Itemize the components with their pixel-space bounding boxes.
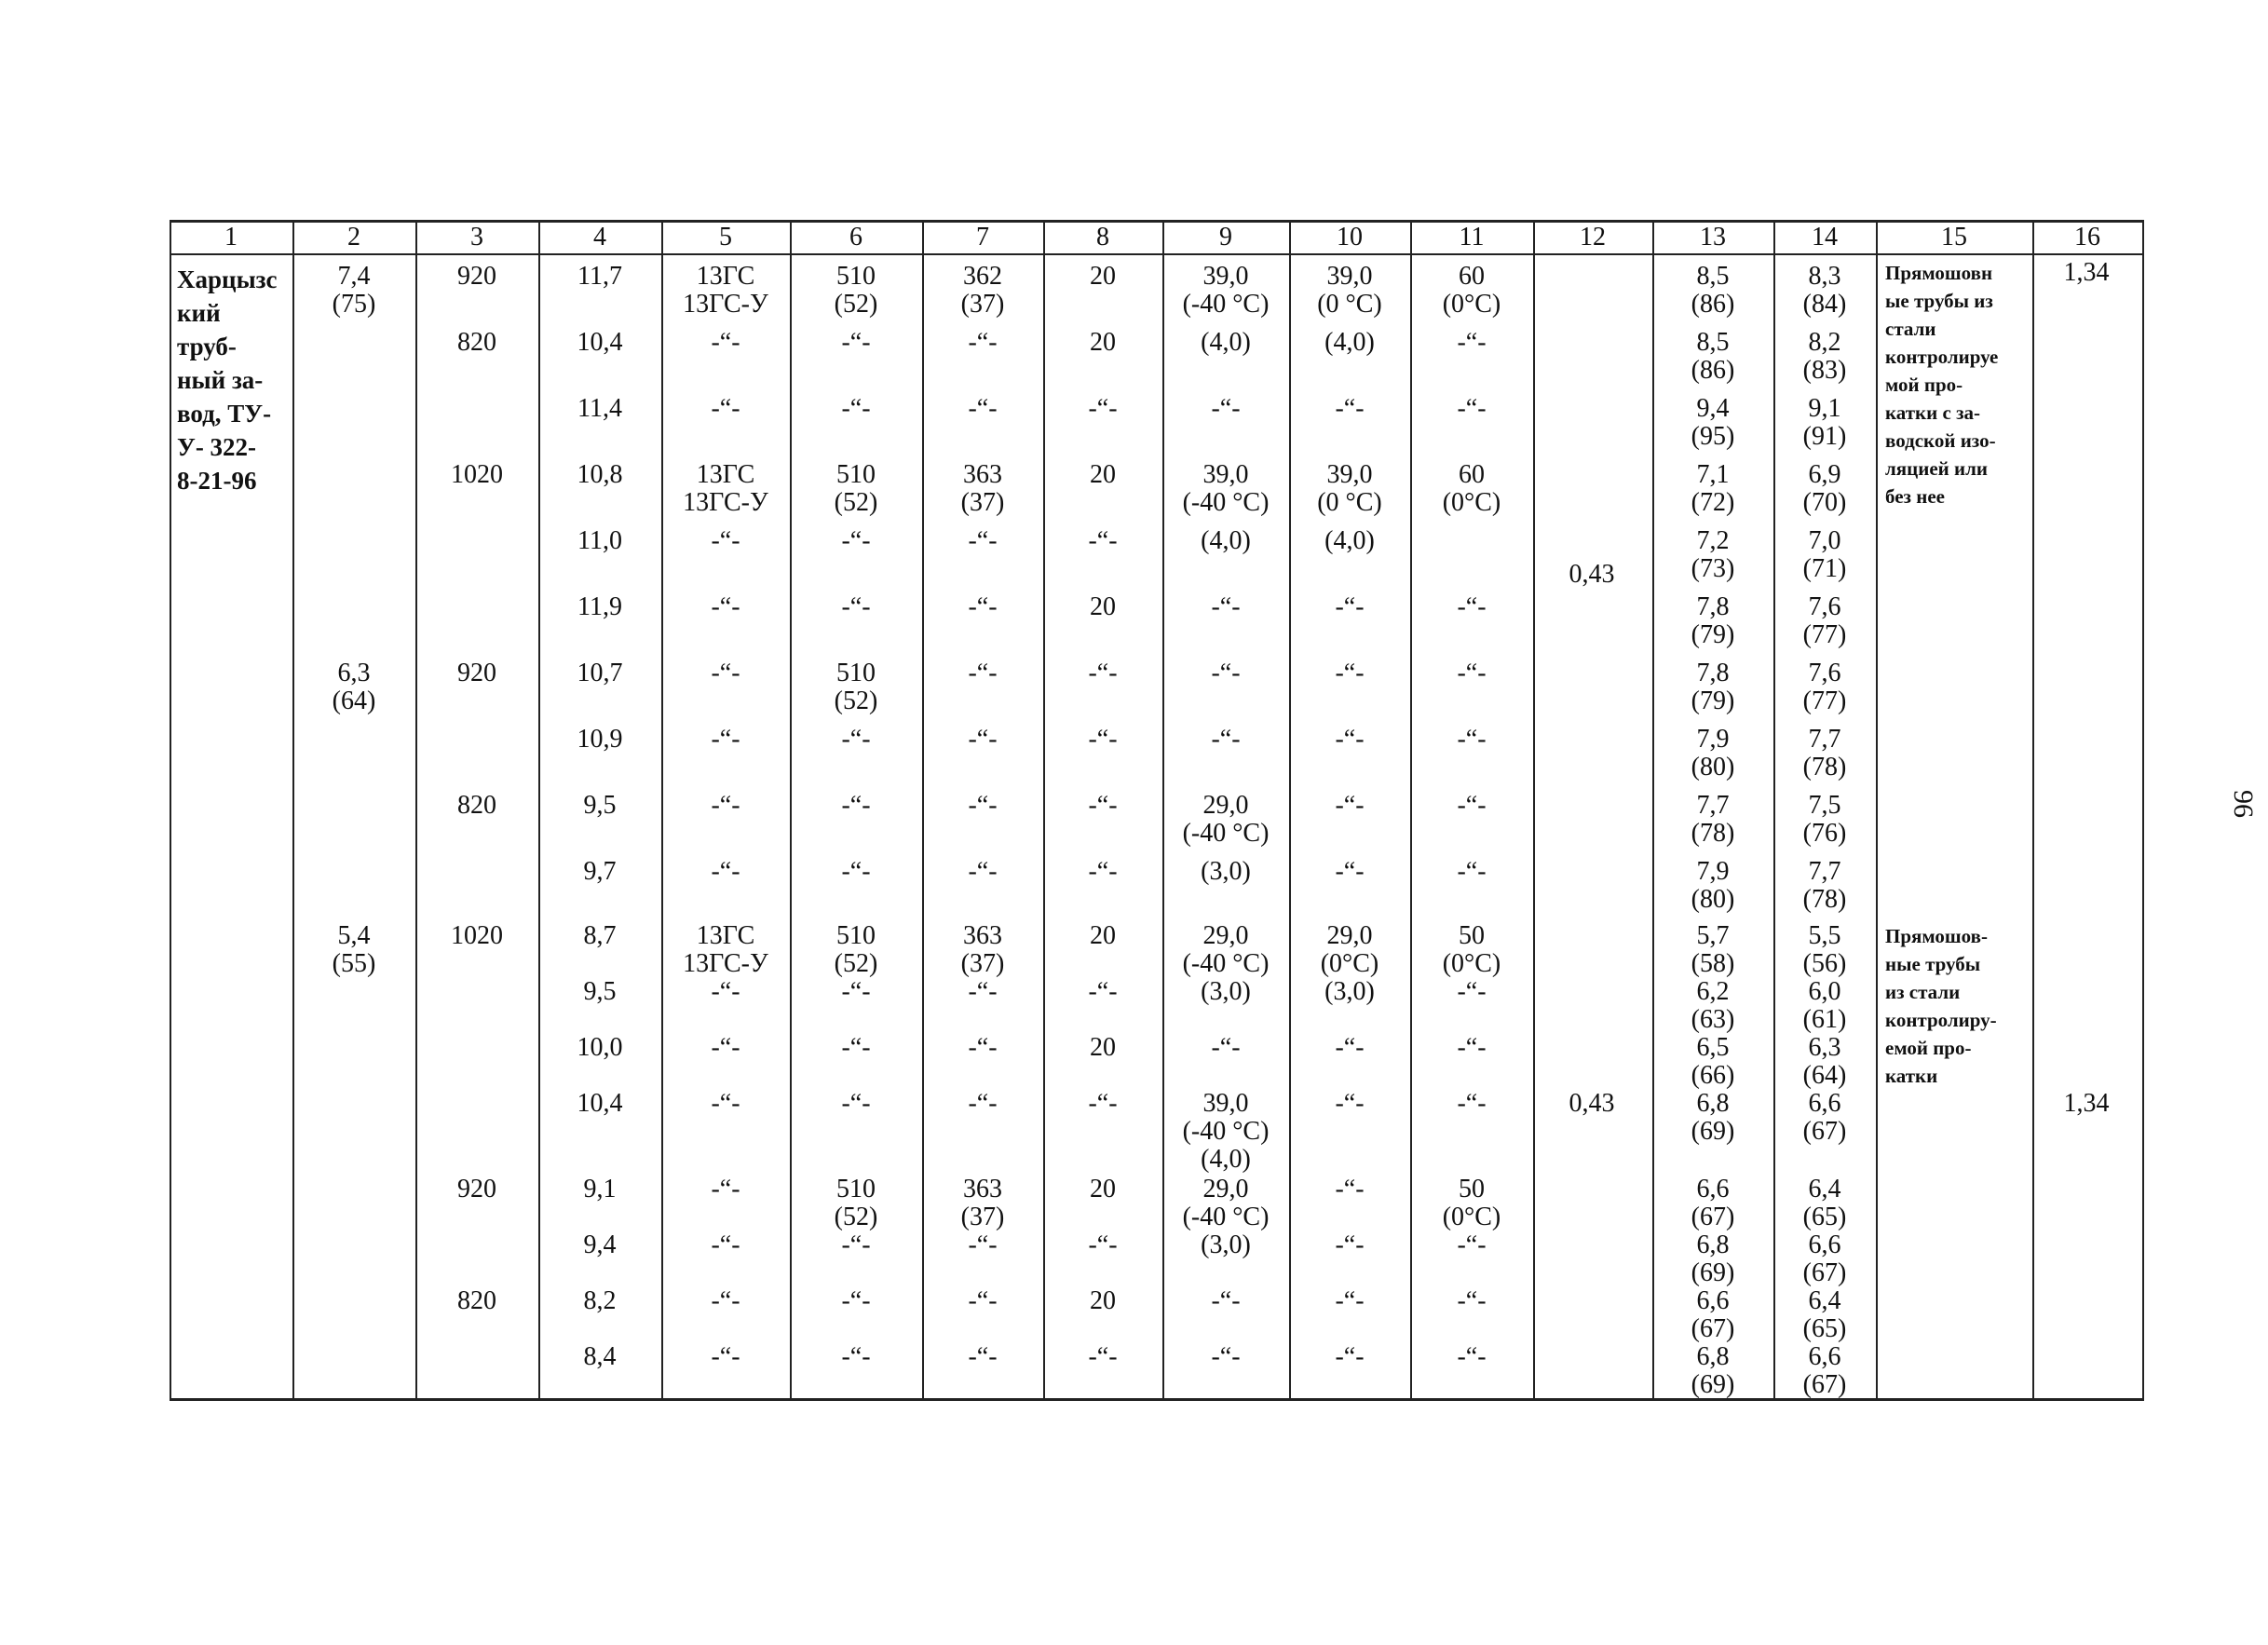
cell-r9-col7: -“-	[968, 791, 998, 820]
cell-r16-col6: -“-	[841, 1230, 871, 1259]
cell-r15-col11: 50 (0°C)	[1442, 1175, 1501, 1231]
cell-r8-col8: -“-	[1088, 725, 1118, 754]
cell-r14-col9: 39,0 (-40 °C) (4,0)	[1182, 1089, 1270, 1174]
column-header-5: 5	[719, 223, 732, 252]
cell-r7-col5: -“-	[711, 659, 740, 687]
cell-r2-col8: 20	[1090, 328, 1116, 357]
column-header-13: 13	[1700, 223, 1726, 252]
cell-r13-col10: -“-	[1335, 1033, 1365, 1062]
cell-r11-col9: 29,0 (-40 °C)	[1182, 921, 1270, 978]
cell-r12-col8: -“-	[1088, 977, 1118, 1006]
cell-r16-col5: -“-	[711, 1230, 740, 1259]
cell-r15-col5: -“-	[711, 1175, 740, 1203]
cell-r1-col3: 920	[457, 262, 496, 291]
cell-r1-col6: 510 (52)	[834, 262, 878, 319]
cell-r1-col10: 39,0 (0 °C)	[1317, 262, 1382, 319]
cell-r16-col8: -“-	[1088, 1230, 1118, 1259]
cell-r4-col4: 10,8	[577, 460, 623, 489]
cell-r7-col8: -“-	[1088, 659, 1118, 687]
cell-r7-col7: -“-	[968, 659, 998, 687]
cell-r2-col3: 820	[457, 328, 496, 357]
cell-r7-col2: 6,3 (64)	[332, 659, 376, 715]
column-header-12: 12	[1580, 223, 1606, 252]
cell-r10-col11: -“-	[1457, 857, 1487, 886]
cell-r7-col10: -“-	[1335, 659, 1365, 687]
cell-r3-col14: 9,1 (91)	[1802, 394, 1847, 451]
cell-r5-col10: (4,0)	[1324, 526, 1375, 555]
cell-r15-col8: 20	[1090, 1175, 1116, 1203]
cell-r6-col9: -“-	[1211, 592, 1241, 621]
cell-r11-col5: 13ГС 13ГС-У	[683, 921, 768, 978]
cell-r1-col7: 362 (37)	[960, 262, 1005, 319]
column-header-8: 8	[1096, 223, 1109, 252]
cell-r12-col10: (3,0)	[1324, 977, 1375, 1006]
cell-r10-col9: (3,0)	[1201, 857, 1251, 886]
cell-r5-col7: -“-	[968, 526, 998, 555]
cell-r9-col9: 29,0 (-40 °C)	[1182, 791, 1270, 848]
cell-r1-col9: 39,0 (-40 °C)	[1182, 262, 1270, 319]
page-number-mark: 96	[2228, 790, 2259, 818]
cell-r13-col14: 6,3 (64)	[1802, 1033, 1847, 1090]
cell-r10-col7: -“-	[968, 857, 998, 886]
cell-r8-col13: 7,9 (80)	[1691, 725, 1735, 782]
cell-r12-col11: -“-	[1457, 977, 1487, 1006]
col16-value-2: 1,34	[2063, 1089, 2110, 1118]
cell-r3-col9: -“-	[1211, 394, 1241, 423]
cell-r4-col7: 363 (37)	[960, 460, 1005, 517]
cell-r1-col4: 11,7	[577, 262, 622, 291]
cell-r14-col6: -“-	[841, 1089, 871, 1118]
cell-r14-col8: -“-	[1088, 1089, 1118, 1118]
column-header-14: 14	[1812, 223, 1838, 252]
cell-r10-col10: -“-	[1335, 857, 1365, 886]
manufacturer-cell: Харцызс кий труб- ный за- вод, ТУ- У- 322- 8-21-96	[177, 265, 278, 495]
cell-r13-col11: -“-	[1457, 1033, 1487, 1062]
cell-r14-col4: 10,4	[577, 1089, 623, 1118]
cell-r6-col8: 20	[1090, 592, 1116, 621]
cell-r17-col4: 8,2	[583, 1286, 617, 1315]
cell-r8-col4: 10,9	[577, 725, 623, 754]
cell-r18-col6: -“-	[841, 1342, 871, 1371]
column-line	[170, 220, 171, 1401]
cell-r2-col4: 10,4	[577, 328, 623, 357]
cell-r6-col10: -“-	[1335, 592, 1365, 621]
cell-r11-col3: 1020	[451, 921, 503, 950]
cell-r9-col10: -“-	[1335, 791, 1365, 820]
cell-r9-col3: 820	[457, 791, 496, 820]
cell-r10-col4: 9,7	[583, 857, 617, 886]
cell-r1-col5: 13ГС 13ГС-У	[683, 262, 768, 319]
cell-r4-col5: 13ГС 13ГС-У	[683, 460, 768, 517]
cell-r10-col6: -“-	[841, 857, 871, 886]
cell-r17-col3: 820	[457, 1286, 496, 1315]
cell-r12-col9: (3,0)	[1201, 977, 1251, 1006]
cell-r8-col10: -“-	[1335, 725, 1365, 754]
cell-r18-col9: -“-	[1211, 1342, 1241, 1371]
cell-r12-col7: -“-	[968, 977, 998, 1006]
cell-r11-col14: 5,5 (56)	[1802, 921, 1847, 978]
cell-r13-col5: -“-	[711, 1033, 740, 1062]
cell-r16-col11: -“-	[1457, 1230, 1487, 1259]
column-header-10: 10	[1337, 223, 1363, 252]
cell-r13-col9: -“-	[1211, 1033, 1241, 1062]
cell-r11-col4: 8,7	[583, 921, 617, 950]
col16-value-1: 1,34	[2063, 258, 2110, 287]
column-header-9: 9	[1219, 223, 1232, 252]
cell-r3-col10: -“-	[1335, 394, 1365, 423]
column-header-3: 3	[470, 223, 483, 252]
cell-r2-col9: (4,0)	[1201, 328, 1251, 357]
cell-r17-col6: -“-	[841, 1286, 871, 1315]
cell-r13-col8: 20	[1090, 1033, 1116, 1062]
cell-r5-col5: -“-	[711, 526, 740, 555]
cell-r6-col7: -“-	[968, 592, 998, 621]
cell-r4-col11: 60 (0°C)	[1442, 460, 1501, 517]
cell-r18-col7: -“-	[968, 1342, 998, 1371]
cell-r12-col4: 9,5	[583, 977, 617, 1006]
column-line	[1533, 220, 1535, 1401]
cell-r11-col2: 5,4 (55)	[332, 921, 376, 978]
cell-r15-col13: 6,6 (67)	[1691, 1175, 1735, 1231]
column-header-6: 6	[849, 223, 862, 252]
cell-r16-col13: 6,8 (69)	[1691, 1230, 1735, 1287]
cell-r14-col13: 6,8 (69)	[1691, 1089, 1735, 1146]
cell-r12-col14: 6,0 (61)	[1802, 977, 1847, 1034]
cell-r10-col14: 7,7 (78)	[1802, 857, 1847, 914]
cell-r9-col13: 7,7 (78)	[1691, 791, 1735, 848]
cell-r7-col9: -“-	[1211, 659, 1241, 687]
cell-r13-col7: -“-	[968, 1033, 998, 1062]
cell-r9-col11: -“-	[1457, 791, 1487, 820]
header-rule	[170, 253, 2142, 255]
cell-r17-col10: -“-	[1335, 1286, 1365, 1315]
cell-r5-col8: -“-	[1088, 526, 1118, 555]
cell-r4-col9: 39,0 (-40 °C)	[1182, 460, 1270, 517]
cell-r9-col4: 9,5	[583, 791, 617, 820]
cell-r9-col8: -“-	[1088, 791, 1118, 820]
cell-r4-col8: 20	[1090, 460, 1116, 489]
cell-r11-col10: 29,0 (0°C)	[1320, 921, 1379, 978]
cell-r14-col7: -“-	[968, 1089, 998, 1118]
cell-r8-col11: -“-	[1457, 725, 1487, 754]
cell-r17-col13: 6,6 (67)	[1691, 1286, 1735, 1343]
cell-r15-col9: 29,0 (-40 °C)	[1182, 1175, 1270, 1231]
cell-r8-col5: -“-	[711, 725, 740, 754]
col12-value-1: 0,43	[1569, 560, 1615, 589]
cell-r3-col13: 9,4 (95)	[1691, 394, 1735, 451]
cell-r15-col6: 510 (52)	[834, 1175, 878, 1231]
column-header-4: 4	[593, 223, 606, 252]
cell-r16-col14: 6,6 (67)	[1802, 1230, 1847, 1287]
cell-r1-col8: 20	[1090, 262, 1116, 291]
cell-r11-col6: 510 (52)	[834, 921, 878, 978]
cell-r8-col6: -“-	[841, 725, 871, 754]
cell-r17-col11: -“-	[1457, 1286, 1487, 1315]
cell-r4-col6: 510 (52)	[834, 460, 878, 517]
cell-r3-col7: -“-	[968, 394, 998, 423]
cell-r2-col6: -“-	[841, 328, 871, 357]
cell-r9-col5: -“-	[711, 791, 740, 820]
cell-r18-col14: 6,6 (67)	[1802, 1342, 1847, 1399]
column-header-15: 15	[1941, 223, 1967, 252]
cell-r10-col8: -“-	[1088, 857, 1118, 886]
cell-r18-col11: -“-	[1457, 1342, 1487, 1371]
cell-r4-col3: 1020	[451, 460, 503, 489]
cell-r10-col13: 7,9 (80)	[1691, 857, 1735, 914]
cell-r13-col13: 6,5 (66)	[1691, 1033, 1735, 1090]
cell-r18-col5: -“-	[711, 1342, 740, 1371]
column-header-2: 2	[347, 223, 360, 252]
cell-r1-col11: 60 (0°C)	[1442, 262, 1501, 319]
cell-r5-col13: 7,2 (73)	[1691, 526, 1735, 583]
cell-r6-col4: 11,9	[577, 592, 622, 621]
column-line	[2142, 220, 2144, 1401]
cell-r6-col5: -“-	[711, 592, 740, 621]
cell-r17-col14: 6,4 (65)	[1802, 1286, 1847, 1343]
cell-r1-col2: 7,4 (75)	[332, 262, 376, 319]
cell-r18-col13: 6,8 (69)	[1691, 1342, 1735, 1399]
cell-r3-col8: -“-	[1088, 394, 1118, 423]
column-header-16: 16	[2074, 223, 2100, 252]
cell-r4-col10: 39,0 (0 °C)	[1317, 460, 1382, 517]
cell-r11-col7: 363 (37)	[960, 921, 1005, 978]
cell-r3-col11: -“-	[1457, 394, 1487, 423]
cell-r17-col9: -“-	[1211, 1286, 1241, 1315]
cell-r16-col7: -“-	[968, 1230, 998, 1259]
note-group-1: Прямошовн ые трубы из стали контролируе мой про- катки с за- водской изо- ляцией или без нее	[1885, 262, 1999, 508]
cell-r13-col4: 10,0	[577, 1033, 623, 1062]
cell-r4-col14: 6,9 (70)	[1802, 460, 1847, 517]
cell-r7-col11: -“-	[1457, 659, 1487, 687]
col12-value-2: 0,43	[1569, 1089, 1615, 1118]
cell-r14-col14: 6,6 (67)	[1802, 1089, 1847, 1146]
cell-r15-col7: 363 (37)	[960, 1175, 1005, 1231]
note-group-2: Прямошов- ные трубы из стали контролиру- емой про- катки	[1885, 925, 1997, 1087]
cell-r8-col7: -“-	[968, 725, 998, 754]
cell-r18-col10: -“-	[1335, 1342, 1365, 1371]
cell-r15-col10: -“-	[1335, 1175, 1365, 1203]
cell-r3-col6: -“-	[841, 394, 871, 423]
cell-r13-col6: -“-	[841, 1033, 871, 1062]
cell-r6-col11: -“-	[1457, 592, 1487, 621]
cell-r18-col8: -“-	[1088, 1342, 1118, 1371]
cell-r17-col8: 20	[1090, 1286, 1116, 1315]
cell-r11-col13: 5,7 (58)	[1691, 921, 1735, 978]
cell-r15-col3: 920	[457, 1175, 496, 1203]
cell-r16-col10: -“-	[1335, 1230, 1365, 1259]
column-header-7: 7	[976, 223, 989, 252]
cell-r5-col9: (4,0)	[1201, 526, 1251, 555]
cell-r2-col7: -“-	[968, 328, 998, 357]
cell-r15-col4: 9,1	[583, 1175, 617, 1203]
cell-r4-col13: 7,1 (72)	[1691, 460, 1735, 517]
column-line	[2032, 220, 2034, 1401]
column-line	[1876, 220, 1878, 1401]
cell-r5-col6: -“-	[841, 526, 871, 555]
cell-r7-col3: 920	[457, 659, 496, 687]
cell-r2-col10: (4,0)	[1324, 328, 1375, 357]
cell-r1-col13: 8,5 (86)	[1691, 262, 1735, 319]
column-header-1: 1	[224, 223, 238, 252]
cell-r16-col9: (3,0)	[1201, 1230, 1251, 1259]
cell-r2-col5: -“-	[711, 328, 740, 357]
cell-r5-col4: 11,0	[577, 526, 622, 555]
cell-r12-col5: -“-	[711, 977, 740, 1006]
cell-r8-col14: 7,7 (78)	[1802, 725, 1847, 782]
cell-r12-col13: 6,2 (63)	[1691, 977, 1735, 1034]
cell-r11-col8: 20	[1090, 921, 1116, 950]
cell-r7-col14: 7,6 (77)	[1802, 659, 1847, 715]
cell-r6-col6: -“-	[841, 592, 871, 621]
cell-r3-col4: 11,4	[577, 394, 622, 423]
cell-r7-col13: 7,8 (79)	[1691, 659, 1735, 715]
cell-r2-col14: 8,2 (83)	[1802, 328, 1847, 385]
cell-r14-col5: -“-	[711, 1089, 740, 1118]
cell-r14-col10: -“-	[1335, 1089, 1365, 1118]
cell-r7-col6: 510 (52)	[834, 659, 878, 715]
cell-r12-col6: -“-	[841, 977, 871, 1006]
cell-r16-col4: 9,4	[583, 1230, 617, 1259]
cell-r6-col14: 7,6 (77)	[1802, 592, 1847, 649]
cell-r18-col4: 8,4	[583, 1342, 617, 1371]
cell-r17-col5: -“-	[711, 1286, 740, 1315]
cell-r5-col14: 7,0 (71)	[1802, 526, 1847, 583]
column-header-11: 11	[1459, 223, 1485, 252]
cell-r10-col5: -“-	[711, 857, 740, 886]
cell-r7-col4: 10,7	[577, 659, 623, 687]
cell-r2-col11: -“-	[1457, 328, 1487, 357]
cell-r9-col14: 7,5 (76)	[1802, 791, 1847, 848]
cell-r6-col13: 7,8 (79)	[1691, 592, 1735, 649]
cell-r1-col14: 8,3 (84)	[1802, 262, 1847, 319]
cell-r8-col9: -“-	[1211, 725, 1241, 754]
cell-r3-col5: -“-	[711, 394, 740, 423]
cell-r11-col11: 50 (0°C)	[1442, 921, 1501, 978]
cell-r15-col14: 6,4 (65)	[1802, 1175, 1847, 1231]
cell-r2-col13: 8,5 (86)	[1691, 328, 1735, 385]
cell-r14-col11: -“-	[1457, 1089, 1487, 1118]
cell-r17-col7: -“-	[968, 1286, 998, 1315]
cell-r9-col6: -“-	[841, 791, 871, 820]
